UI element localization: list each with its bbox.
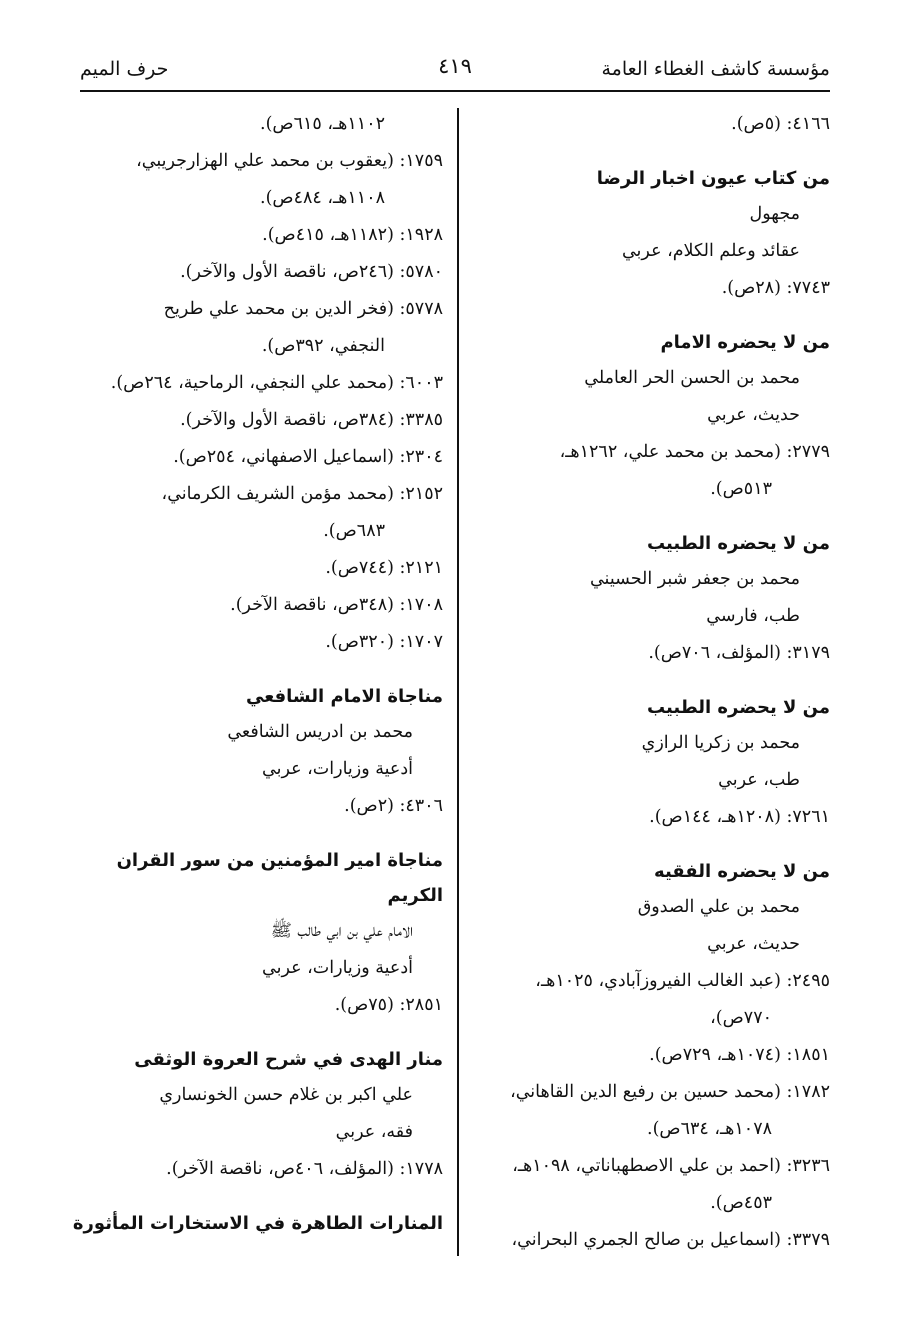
catalog-entry [66,1042,443,1188]
catalog-entry [465,526,830,672]
header-rule [80,90,830,92]
entry-line: طب، عربي [718,770,800,790]
entry-line: مجهول [749,204,800,224]
entry-line: ٣٣٨٥: (٣٨٤ص، ناقصة الأول والآخر). [180,410,443,430]
entry-line: ١٧٨٢: (محمد حسين بن رفيع الدين القاهاني، [510,1082,830,1102]
entry-line: ٧٧٤٣: (٢٨ص). [721,278,830,298]
entry-line: ٣١٧٩: (المؤلف، ٧٠٦ص). [648,643,830,663]
entry-line: الامام علي بن ابي طالب ﷺ [270,921,413,941]
entry-title: المنارات الطاهرة في الاستخارات المأثورة [72,1213,443,1234]
catalog-entry [66,1206,443,1241]
catalog-entry [465,854,830,1259]
right-column [465,106,830,1259]
page-number: ٤١٩ [438,54,472,78]
entry-line: فقه، عربي [335,1122,413,1142]
entry-line: ٤٥٣ص). [710,1193,772,1213]
entry-line: ١٩٢٨: (١١٨٢هـ، ٤١٥ص). [262,225,443,245]
entry-line: أدعية وزيارات، عربي [262,759,413,779]
catalog-entry [465,325,830,508]
entry-line: ١٨٥١: (١٠٧٤هـ، ٧٢٩ص). [649,1045,830,1065]
entry-line: محمد بن جعفر شبر الحسيني [589,569,800,589]
entry-line: أدعية وزيارات، عربي [262,958,413,978]
entry-line: ١١٠٨هـ، ٤٨٤ص). [260,188,385,208]
page-header [80,52,830,90]
entry-line: ٢٨٥١: (٧٥ص). [334,995,443,1015]
entry-line: طب، فارسي [706,606,800,626]
entry-title: من لا يحضره الطبيب [646,697,830,718]
entry-title: من كتاب عيون اخبار الرضا [596,168,830,189]
entry-line: ٥٧٨٠: (٢٤٦ص، ناقصة الأول والآخر). [180,262,443,282]
entry-line: ٦٠٠٣: (محمد علي النجفي، الرماحية، ٢٦٤ص). [110,373,443,393]
entry-line: علي اكبر بن غلام حسن الخونساري [159,1085,413,1105]
entry-line: ٢٧٧٩: (محمد بن محمد علي، ١٢٦٢هـ، [559,442,830,462]
entry-line: ٢١٢١: (٧٤٤ص). [325,558,443,578]
entry-line: ٢٣٠٤: (اسماعيل الاصفهاني، ٢٥٤ص). [173,447,443,467]
running-title: مؤسسة كاشف الغطاء العامة [601,58,830,80]
entry-line: محمد بن زكريا الرازي [641,733,800,753]
entry-line: ٤١٦٦: (٥ص). [731,114,830,134]
entry-line: ١٠٧٨هـ، ٦٣٤ص). [647,1119,772,1139]
entry-line: ٣٣٧٩: (اسماعيل بن صالح الجمري البحراني، [511,1230,830,1250]
entry-line: حديث، عربي [707,934,800,954]
entry-line: ١١٠٢هـ، ٦١٥ص). [260,114,385,134]
entry-title: مناجاة الامام الشافعي [246,686,443,707]
entry-line: محمد بن علي الصدوق [637,897,800,917]
entry-line: ٤٣٠٦: (٢ص). [344,796,443,816]
entry-line: عقائد وعلم الكلام، عربي [621,241,800,261]
left-column [66,106,443,1241]
entry-line: ٢١٥٢: (محمد مؤمن الشريف الكرماني، [161,484,443,504]
entry-line: ١٧٧٨: (المؤلف، ٤٠٦ص، ناقصة الآخر). [166,1159,443,1179]
entry-line: ١٧٥٩: (يعقوب بن محمد علي الهزارجريبي، [136,151,443,171]
entry-line: النجفي، ٣٩٢ص). [261,336,385,356]
column-divider [457,108,459,1256]
entry-line: ٦٨٣ص). [323,521,385,541]
entry-line: ١٧٠٨: (٣٤٨ص، ناقصة الآخر). [230,595,443,615]
catalog-entry [465,161,830,307]
entry-line: حديث، عربي [707,405,800,425]
entry-line: ٣٢٣٦: (احمد بن علي الاصطهباناتي، ١٠٩٨هـ، [512,1156,830,1176]
entry-line: محمد بن الحسن الحر العاملي [584,368,800,388]
catalog-entry [66,679,443,825]
catalog-entry [66,106,443,661]
entry-line: ٥١٣ص). [710,479,772,499]
entry-line: ٧٧٠ص)، [710,1008,772,1028]
entry-title: من لا يحضره الفقيه [654,861,830,882]
catalog-entry [465,690,830,836]
catalog-entry [66,843,443,1024]
entry-line: محمد بن ادريس الشافعي [227,722,413,742]
entry-line: ٥٧٧٨: (فخر الدين بن محمد علي طريح [163,299,443,319]
entry-line: ٢٤٩٥: (عبد الغالب الفيروزآبادي، ١٠٢٥هـ، [535,971,830,991]
section-title: حرف الميم [80,58,169,80]
catalog-entry [465,106,830,143]
entry-title: من لا يحضره الامام [660,332,830,353]
entry-title: منار الهدى في شرح العروة الوثقى [134,1049,443,1070]
entry-title: مناجاة امير المؤمنين من سور القران الكريم [116,850,443,906]
entry-line: ٧٢٦١: (١٢٠٨هـ، ١٤٤ص). [649,807,830,827]
entry-line: ١٧٠٧: (٣٢٠ص). [325,632,443,652]
entry-title: من لا يحضره الطبيب [646,533,830,554]
